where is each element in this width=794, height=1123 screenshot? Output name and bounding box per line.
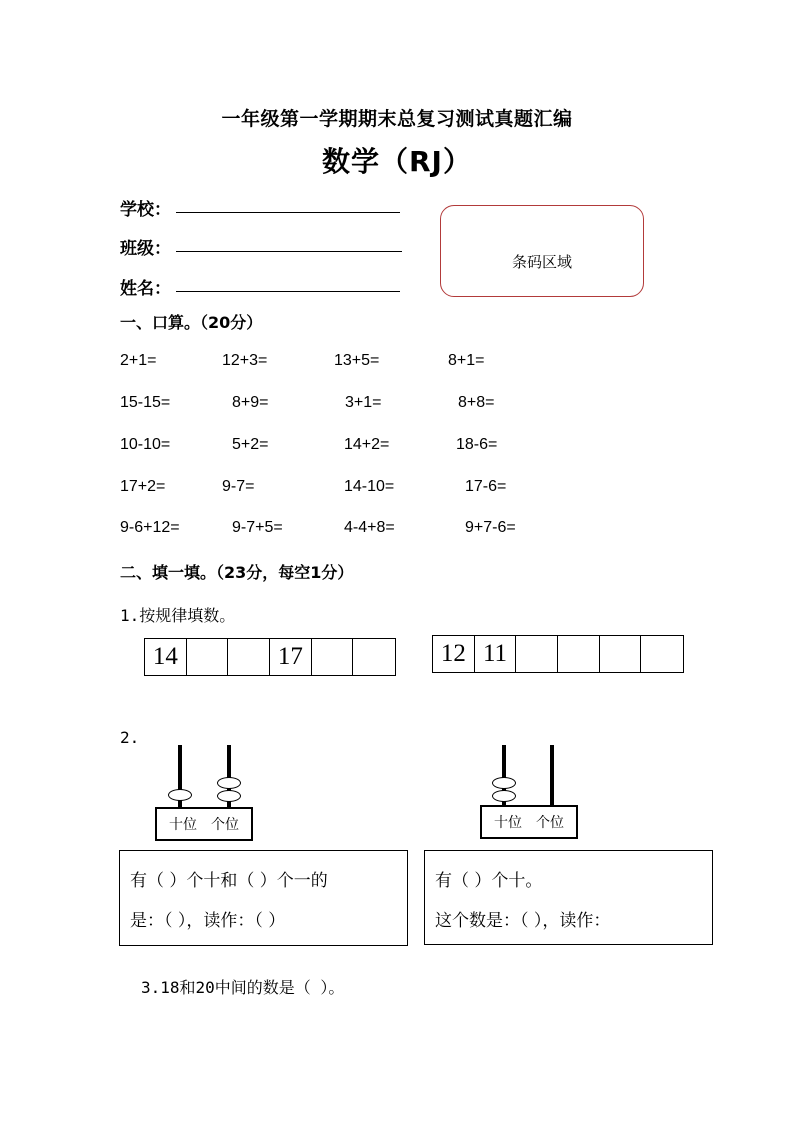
calc-item: 15-15=	[120, 394, 171, 411]
sequence-cell: 17	[270, 639, 312, 675]
q2-number: 2.	[120, 728, 140, 747]
calc-item: 9+7-6=	[465, 519, 516, 536]
sequence-cell-blank[interactable]	[228, 639, 270, 675]
name-input-line[interactable]	[176, 291, 400, 292]
calc-item: 12+3=	[222, 352, 268, 369]
page-title: 一年级第一学期期末总复习测试真题汇编	[221, 108, 573, 130]
answer-box-right	[424, 850, 713, 945]
bead	[168, 789, 192, 801]
sequence-cell: 12	[433, 636, 475, 672]
sequence-cell: 11	[475, 636, 517, 672]
abacus-left	[155, 745, 253, 841]
ones-label: 个位	[211, 817, 239, 833]
bead	[492, 790, 516, 802]
sequence-cell-blank[interactable]	[558, 636, 600, 672]
sequence-cell-blank[interactable]	[187, 639, 229, 675]
school-input-line[interactable]	[176, 212, 400, 213]
tens-label: 十位	[169, 817, 197, 833]
calc-item: 14-10=	[344, 478, 395, 495]
calc-item: 8+9=	[232, 394, 269, 411]
ones-rod	[550, 745, 554, 807]
sequence-boxes-a	[144, 638, 396, 676]
calc-item: 8+8=	[458, 394, 495, 411]
calc-item: 5+2=	[232, 436, 269, 453]
q1-prompt: 1.按规律填数。	[120, 606, 236, 625]
q3-text: 3.18和20中间的数是（ ）。	[141, 978, 345, 997]
calc-item: 2+1=	[120, 352, 157, 369]
sequence-cell-blank[interactable]	[312, 639, 354, 675]
answer-line: 这个数是：（ ），读作：	[435, 911, 611, 931]
answer-box-left	[119, 850, 408, 946]
calc-item: 3+1=	[345, 394, 382, 411]
sequence-boxes-b	[432, 635, 684, 673]
abacus-right	[480, 745, 578, 841]
calc-item: 17-6=	[465, 478, 507, 495]
bead	[217, 790, 241, 802]
barcode-label: 条码区域	[511, 252, 572, 271]
school-label: 学校：	[120, 200, 171, 220]
section2-heading: 二、填一填。（23分，每空1分）	[120, 563, 354, 582]
calc-item: 9-7+5=	[232, 519, 283, 536]
tens-rod	[178, 745, 182, 811]
barcode-area	[440, 205, 644, 297]
sequence-cell-blank[interactable]	[516, 636, 558, 672]
sequence-cell: 14	[145, 639, 187, 675]
subject-title: 数学（RJ）	[322, 145, 472, 178]
class-label: 班级：	[120, 239, 171, 259]
calc-item: 13+5=	[334, 352, 380, 369]
calc-item: 18-6=	[456, 436, 498, 453]
calc-item: 14+2=	[344, 436, 390, 453]
sequence-cell-blank[interactable]	[600, 636, 642, 672]
section1-heading: 一、口算。（20分）	[120, 313, 263, 332]
calc-item: 9-7=	[222, 478, 255, 495]
calc-item: 10-10=	[120, 436, 171, 453]
name-label: 姓名：	[120, 279, 171, 299]
calc-item: 17+2=	[120, 478, 166, 495]
bead	[217, 777, 241, 789]
ones-label: 个位	[536, 815, 564, 831]
abacus-base	[480, 805, 578, 839]
answer-line: 有（ ）个十和（ ）个一的	[130, 871, 328, 891]
answer-line: 有（ ）个十。	[435, 871, 543, 891]
class-input-line[interactable]	[176, 251, 402, 252]
bead	[492, 777, 516, 789]
calc-item: 9-6+12=	[120, 519, 180, 536]
tens-label: 十位	[494, 815, 522, 831]
calc-item: 8+1=	[448, 352, 485, 369]
calc-item: 4-4+8=	[344, 519, 395, 536]
answer-line: 是：（ ），读作：（ ）	[130, 911, 286, 931]
sequence-cell-blank[interactable]	[353, 639, 395, 675]
abacus-base	[155, 807, 253, 841]
sequence-cell-blank[interactable]	[641, 636, 683, 672]
